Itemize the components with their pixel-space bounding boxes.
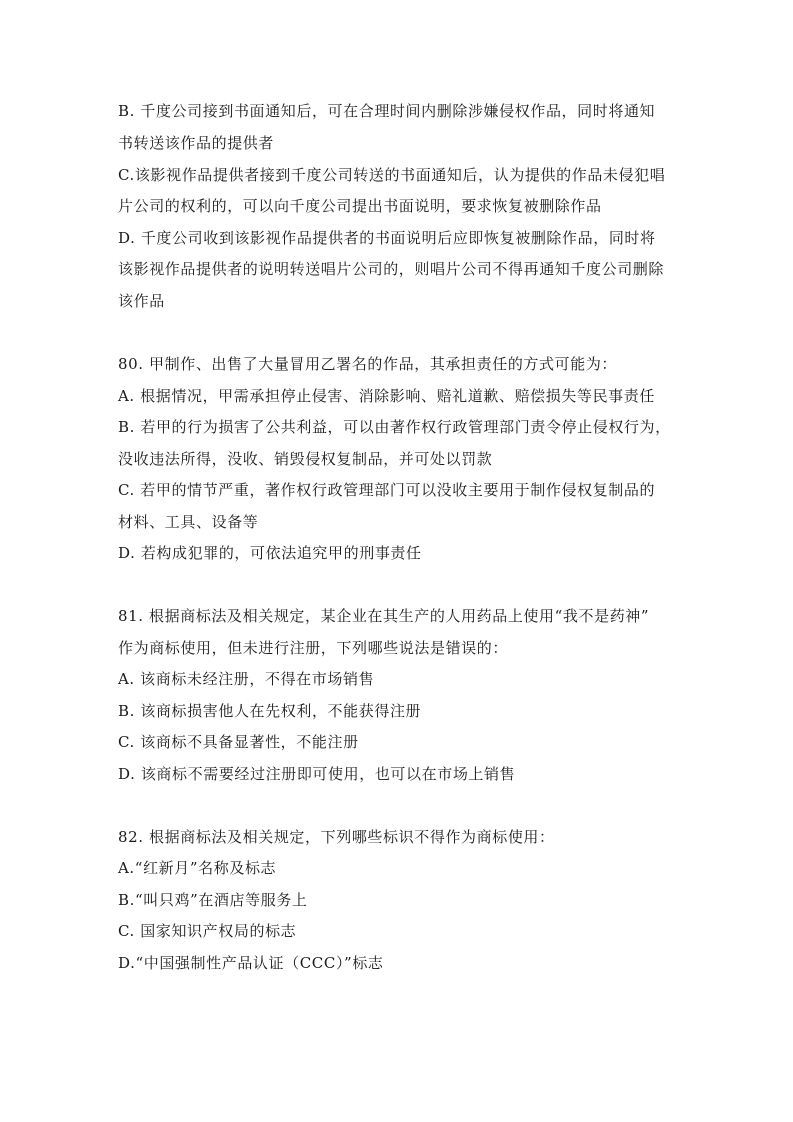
q82-option-b: B.“叫只鸡”在酒店等服务上: [118, 891, 308, 909]
q81-stem-line-2: 作为商标使用，但未进行注册，下列哪些说法是错误的：: [118, 639, 509, 657]
q80-option-b-line-1: B. 若甲的行为损害了公共利益，可以由著作权行政管理部门责令停止侵权行为，: [118, 418, 671, 436]
q79-option-b-line-2: 书转送该作品的提供者: [118, 134, 275, 152]
q79-option-c-line-2: 片公司的权利的，可以向千度公司提出书面说明，要求恢复被删除作品: [118, 197, 602, 215]
q81-option-d: D. 该商标不需要经过注册即可使用，也可以在市场上销售: [118, 765, 516, 783]
q80-stem: 80. 甲制作、出售了大量冒用乙署名的作品，其承担责任的方式可能为：: [118, 355, 618, 373]
q81-stem-line-1: 81. 根据商标法及相关规定，某企业在其生产的人用药品上使用“我不是药神”: [118, 607, 650, 625]
q79-option-b-line-1: B. 千度公司接到书面通知后，可在合理时间内删除涉嫌侵权作品，同时将通知: [118, 102, 656, 120]
q80-option-d: D. 若构成犯罪的，可依法追究甲的刑事责任: [118, 544, 422, 562]
q80-option-c-line-1: C. 若甲的情节严重，著作权行政管理部门可以没收主要用于制作侵权复制品的: [118, 481, 656, 499]
q81-option-b: B. 该商标损害他人在先权利，不能获得注册: [118, 702, 422, 720]
q82-option-c: C. 国家知识产权局的标志: [118, 922, 297, 940]
q80-option-c-line-2: 材料、工具、设备等: [118, 513, 259, 531]
q79-option-d-line-2: 该影视作品提供者的说明转送唱片公司的，则唱片公司不得再通知千度公司删除: [118, 260, 665, 278]
q82-option-d: D.“中国强制性产品认证（CCC）”标志: [118, 954, 384, 972]
q82-option-a: A.“红新月”名称及标志: [118, 859, 277, 877]
q81-option-c: C. 该商标不具备显著性，不能注册: [118, 733, 359, 751]
q79-option-d-line-1: D. 千度公司收到该影视作品提供者的书面说明后应即恢复被删除作品，同时将: [118, 229, 656, 247]
q81-option-a: A. 该商标未经注册，不得在市场销售: [118, 670, 375, 688]
q80-option-a: A. 根据情况，甲需承担停止侵害、消除影响、赔礼道歉、赔偿损失等民事责任: [118, 387, 655, 405]
q82-stem: 82. 根据商标法及相关规定，下列哪些标识不得作为商标使用：: [118, 828, 555, 846]
q79-option-c-line-1: C.该影视作品提供者接到千度公司转送的书面通知后，认为提供的作品未侵犯唱: [118, 166, 666, 184]
q80-option-b-line-2: 没收违法所得，没收、销毁侵权复制品，并可处以罚款: [118, 450, 493, 468]
q79-option-d-line-3: 该作品: [118, 292, 165, 310]
